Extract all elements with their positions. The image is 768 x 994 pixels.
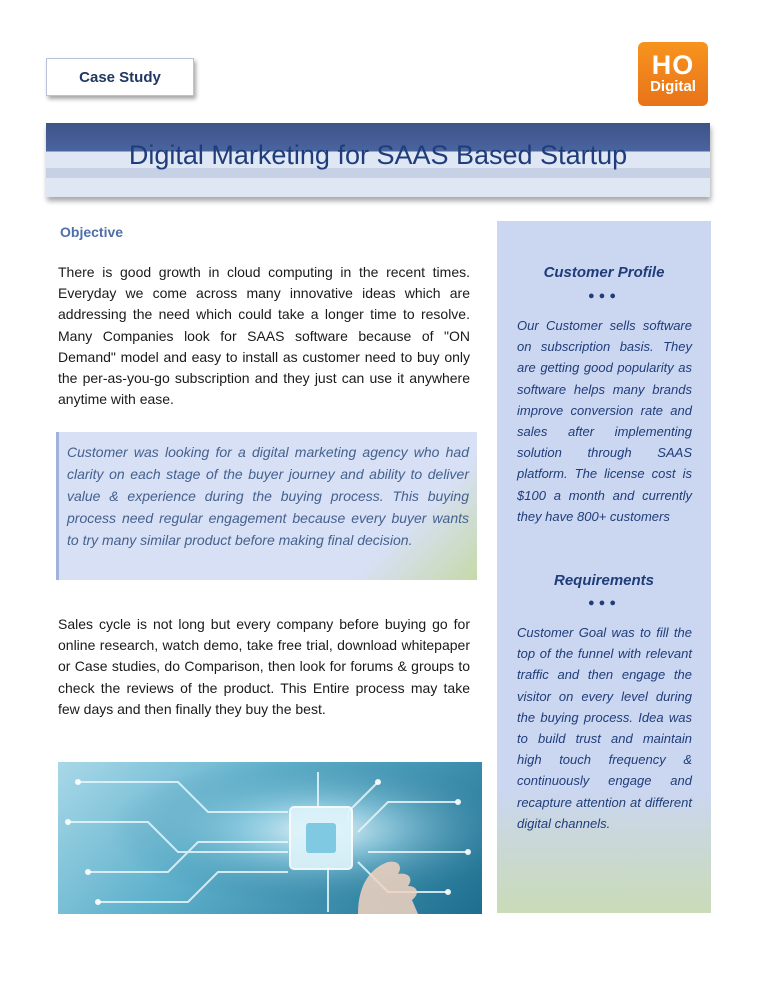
intro-paragraph: There is good growth in cloud computing in the recent times. Everyday we come across many innovative ideas which are addressing the need which could take a longer time to resolve. Many Companies look for SAAS software because of "ON Demand" model and easy to install as customer need to buy only the per-as-you-go subscription and they just can use it anywhere anytime with ease. [58, 264, 470, 408]
highlight-quote-box [56, 432, 477, 580]
circuit-illustration [58, 762, 482, 914]
logo-ho-text: HO [651, 50, 695, 80]
customer-profile-text: Our Customer sells software on subscription basis. They are getting good popularity as software helps many brands improve conversion rate and sales after implementing solution through SAAS platform. The license cost is $100 a month and currently they have 800+ customers [517, 318, 692, 524]
requirements-dots-divider: ●●● [588, 597, 620, 609]
requirements-text: Customer Goal was to fill the top of the funnel with relevant traffic and then engage the visitor on every level during the buying process. Idea was to build trust and maintain high touch frequency & continuously engage and recapture attention at different digital channels. [517, 625, 692, 831]
sales-cycle-paragraph: Sales cycle is not long but every company before buying go for online research, watch demo, take free trial, download whitepaper or Case studies, do Comparison, then look for forums & groups to check the reviews of the product. This Entire process may take few days and then finally they buy the best. [58, 616, 470, 717]
ho-digital-logo [638, 42, 708, 106]
circuit-board-image [58, 762, 482, 914]
objective-heading: Objective [60, 224, 124, 240]
customer-profile-heading: Customer Profile [543, 264, 665, 281]
requirements-heading: Requirements [553, 572, 655, 589]
highlight-quote-text: Customer was looking for a digital marketing agency who had clarity on each stage of the buyer journey and ability to deliver value & experience during the buying process. This buying process need regular engagement because every buyer wants to try many similar product before making final decision. [67, 444, 469, 548]
case-study-tag [46, 58, 194, 96]
page-title: Digital Marketing for SAAS Based Startup [128, 140, 628, 170]
profile-dots-divider: ●●● [588, 290, 620, 302]
logo-digital-text: Digital [650, 78, 696, 95]
case-study-label: Case Study [79, 68, 161, 86]
